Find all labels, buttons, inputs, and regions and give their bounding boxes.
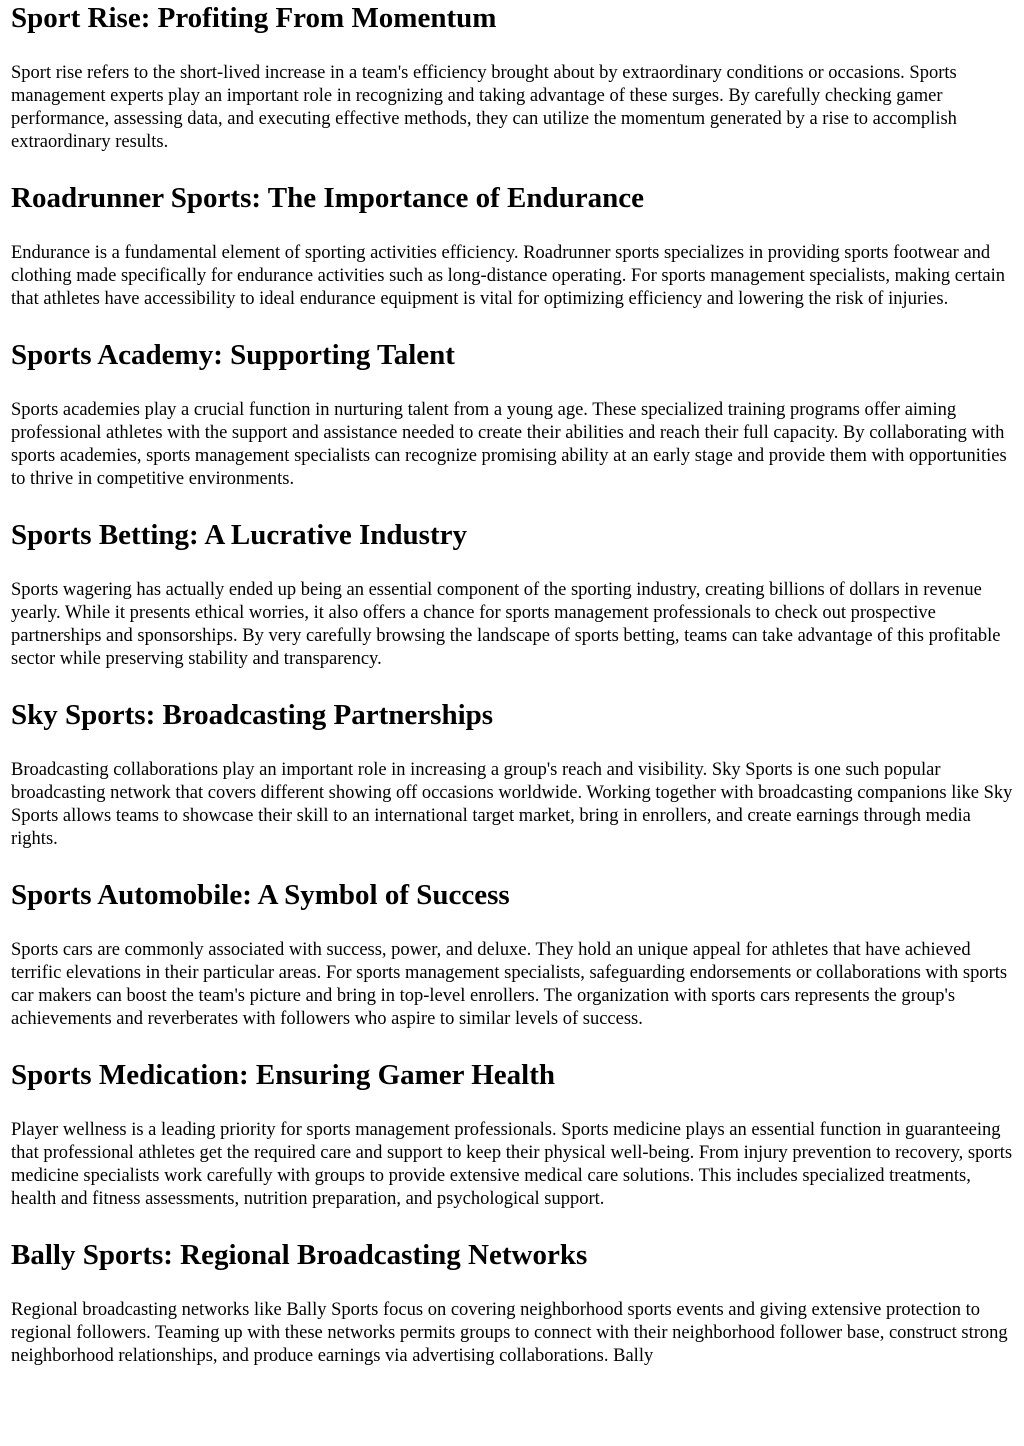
section-body-roadrunner-sports: Endurance is a fundamental element of sporting activities efficiency. Roadrunner sports specializes in providing sports footwear and clothing made specifically for endurance activities such as long-distance operating. For sports management specialists, making certain that athletes have accessibility to ideal endurance equipment is vital for optimizing efficiency and lowering the risk of injuries. (11, 243, 1006, 309)
section-body-sky-sports: Broadcasting collaborations play an important role in increasing a group's reach and visibility. Sky Sports is one such popular broadcasting network that covers different showing off occasions worldwide. Working together with broadcasting companions like Sky Sports allows teams to showcase their skill to an international target market, bring in enrollers, and create earnings through media rights. (11, 760, 1013, 849)
section-heading-bally-sports: Bally Sports: Regional Broadcasting Networks (11, 1239, 588, 1271)
section-heading-sports-automobile: Sports Automobile: A Symbol of Success (11, 879, 510, 911)
section-body-sports-medication: Player wellness is a leading priority for sports management professionals. Sports medicine plays an essential function in guaranteeing that professional athletes get the required care and support to keep their physical well-being. From injury prevention to recovery, sports medicine specialists work carefully with groups to provide extensive medical care solutions. This includes specialized treatments, health and fitness assessments, nutrition preparation, and psychological support. (11, 1120, 1013, 1209)
section-body-bally-sports: Regional broadcasting networks like Bally Sports focus on covering neighborhood sports events and giving extensive protection to regional followers. Teaming up with these networks permits groups to connect with their neighborhood follower base, construct strong neighborhood relationships, and produce earnings via advertising collaborations. Bally (11, 1300, 1008, 1366)
section-heading-sports-betting: Sports Betting: A Lucrative Industry (11, 519, 467, 551)
section-body-sport-rise: Sport rise refers to the short-lived increase in a team's efficiency brought about by extraordinary conditions or occasions. Sports management experts play an important role in recognizing and taking advantage of these surges. By carefully checking gamer performance, assessing data, and executing effective methods, they can utilize the momentum generated by a rise to accomplish extraordinary results. (11, 63, 957, 152)
section-heading-sports-academy: Sports Academy: Supporting Talent (11, 339, 455, 371)
section-heading-sky-sports: Sky Sports: Broadcasting Partnerships (11, 699, 494, 731)
section-heading-sport-rise: Sport Rise: Profiting From Momentum (11, 2, 497, 34)
section-body-sports-betting: Sports wagering has actually ended up being an essential component of the sporting industry, creating billions of dollars in revenue yearly. While it presents ethical worries, it also offers a chance for sports management professionals to check out prospective partnerships and sponsorships. By very carefully browsing the landscape of sports betting, teams can take advantage of this profitable sector while preserving stability and transparency. (11, 580, 1001, 669)
section-heading-sports-medication: Sports Medication: Ensuring Gamer Health (11, 1059, 556, 1091)
section-heading-roadrunner-sports: Roadrunner Sports: The Importance of Endurance (11, 182, 644, 214)
section-body-sports-automobile: Sports cars are commonly associated with success, power, and deluxe. They hold an unique appeal for athletes that have achieved terrific elevations in their particular areas. For sports management specialists, safeguarding endorsements or collaborations with sports car makers can boost the team's picture and bring in top-level enrollers. The organization with sports cars represents the group's achievements and reverberates with followers who aspire to similar levels of success. (11, 940, 1008, 1029)
section-body-sports-academy: Sports academies play a crucial function in nurturing talent from a young age. These specialized training programs offer aiming professional athletes with the support and assistance needed to create their abilities and reach their full capacity. By collaborating with sports academies, sports management specialists can recognize promising ability at an early stage and provide them with opportunities to thrive in competitive environments. (11, 400, 1007, 489)
